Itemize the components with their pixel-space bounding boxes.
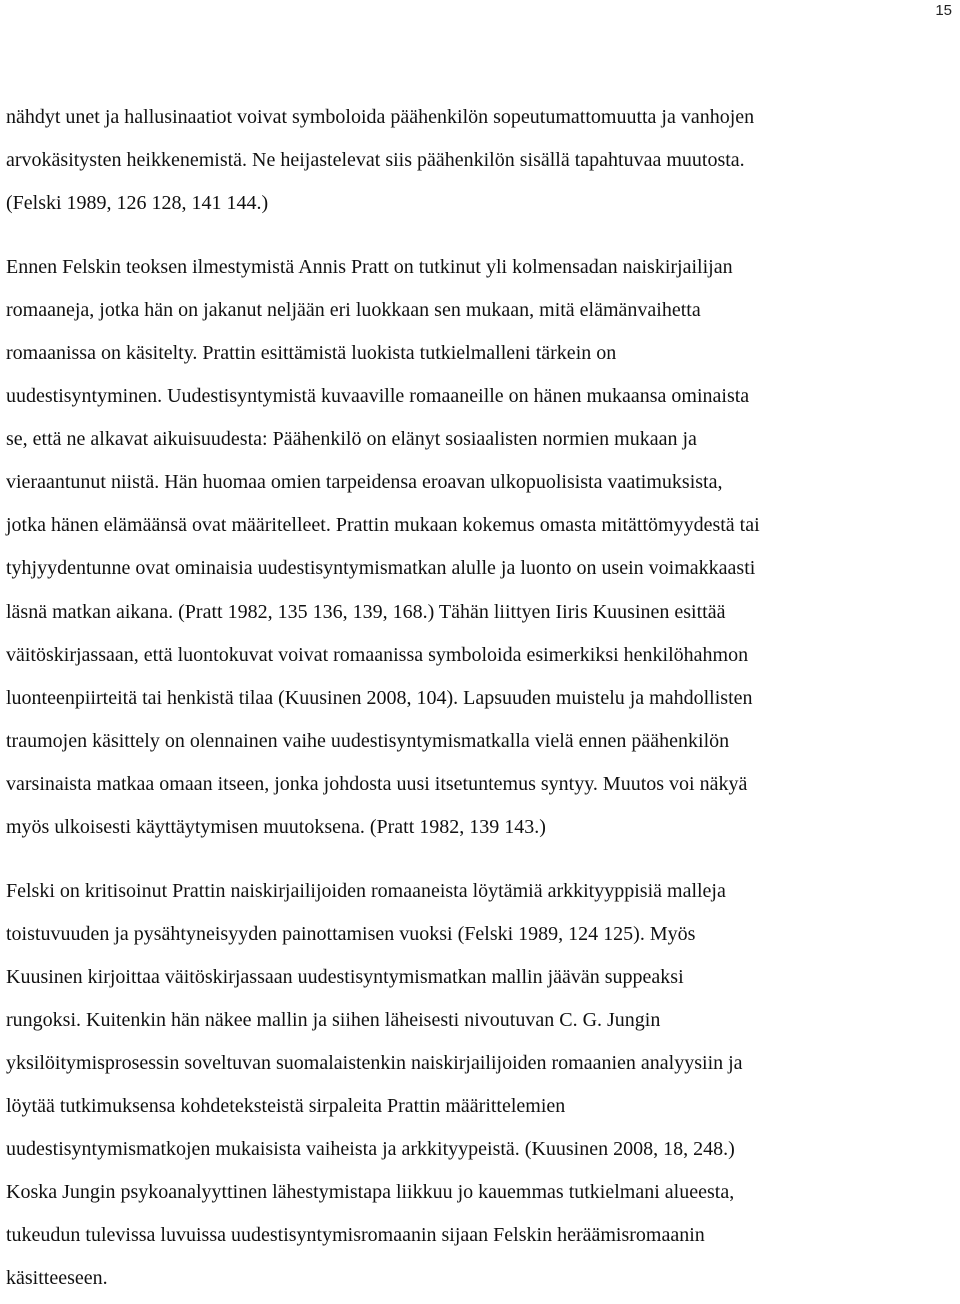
text-line: Ennen Felskin teoksen ilmestymistä Annis Pratt on tutkinut yli kolmensadan naiskirjailijan xyxy=(6,255,733,278)
text-line: Kuusinen kirjoittaa väitöskirjassaan uudestisyntymismatkan mallin jäävän suppeaksi xyxy=(6,965,684,988)
text-line: Felski on kritisoinut Prattin naiskirjailijoiden romaaneista löytämiä arkkityyppisiä malleja xyxy=(6,879,726,902)
text-line: arvokäsitysten heikkenemistä. Ne heijastelevat siis päähenkilön sisällä tapahtuvaa muutosta. xyxy=(6,149,745,172)
text-line: se, että ne alkavat aikuisuudesta: Päähenkilö on elänyt sosiaalisten normien mukaan ja xyxy=(6,428,697,451)
text-line: (Felski 1989, 126 128, 141 144.) xyxy=(6,192,269,215)
text-line: tyhjyydentunne ovat ominaisia uudestisyntymismatkan alulle ja luonto on usein voimakkaasti xyxy=(6,557,756,580)
text-line: uudestisyntymismatkojen mukaisista vaiheista ja arkkityypeistä. (Kuusinen 2008, 18, 248.) xyxy=(6,1138,735,1161)
text-line: toistuvuuden ja pysähtyneisyyden painottamisen vuoksi (Felski 1989, 124 125). Myös xyxy=(6,922,696,945)
text-line: romaanissa on käsitelty. Prattin esittämistä luokista tutkielmalleni tärkein on xyxy=(6,341,617,364)
text-line: romaaneja, jotka hän on jakanut neljään eri luokkaan sen mukaan, mitä elämänvaihetta xyxy=(6,298,701,321)
text-line: rungoksi. Kuitenkin hän näkee mallin ja siihen läheisesti nivoutuvan C. G. Jungin xyxy=(6,1008,661,1031)
text-line: luonteenpiirteitä tai henkistä tilaa (Kuusinen 2008, 104). Lapsuuden muistelu ja mahdollisten xyxy=(6,686,753,709)
text-line: väitöskirjassaan, että luontokuvat voivat romaanissa symboloida esimerkiksi henkilöhahmon xyxy=(6,643,749,666)
text-line: yksilöitymisprosessin soveltuvan suomalaistenkin naiskirjailijoiden romaanien analyysiin ja xyxy=(6,1051,743,1074)
paragraph xyxy=(6,96,951,225)
text-line: varsinaista matkaa omaan itseen, jonka johdosta uusi itsetuntemus syntyy. Muutos voi näkyä xyxy=(6,772,748,795)
text-line: traumojen käsittely on olennainen vaihe uudestisyntymismatkalla vielä ennen päähenkilön xyxy=(6,729,730,752)
text-line: vieraantunut niistä. Hän huomaa omien tarpeidensa eroavan ulkopuolisista vaatimuksista, xyxy=(6,471,723,494)
text-line: jotka hänen elämäänsä ovat määritelleet. Prattin mukaan kokemus omasta mitättömyydestä tai xyxy=(6,514,760,537)
text-line: uudestisyntyminen. Uudestisyntymistä kuvaaville romaaneille on hänen mukaansa ominaista xyxy=(6,385,750,408)
page-number: 15 xyxy=(935,2,952,19)
text-line: löytää tutkimuksensa kohdeteksteistä sirpaleita Prattin määrittelemien xyxy=(6,1095,566,1118)
text-line: Koska Jungin psykoanalyyttinen lähestymistapa liikkuu jo kauemmas tutkielmani alueesta, xyxy=(6,1181,735,1204)
paragraph xyxy=(6,246,951,849)
text-line: tukeudun tulevissa luvuissa uudestisyntymisromaanin sijaan Felskin heräämisromaanin xyxy=(6,1224,705,1247)
document-body xyxy=(6,96,951,1301)
text-line: läsnä matkan aikana. (Pratt 1982, 135 136, 139, 168.) Tähän liittyen Iiris Kuusinen esittää xyxy=(6,600,726,623)
text-line: nähdyt unet ja hallusinaatiot voivat symboloida päähenkilön sopeutumattomuutta ja vanhojen xyxy=(6,106,755,128)
text-line: käsitteeseen. xyxy=(6,1267,108,1290)
paragraph xyxy=(6,870,951,1301)
text-line: myös ulkoisesti käyttäytymisen muutoksena. (Pratt 1982, 139 143.) xyxy=(6,816,546,838)
